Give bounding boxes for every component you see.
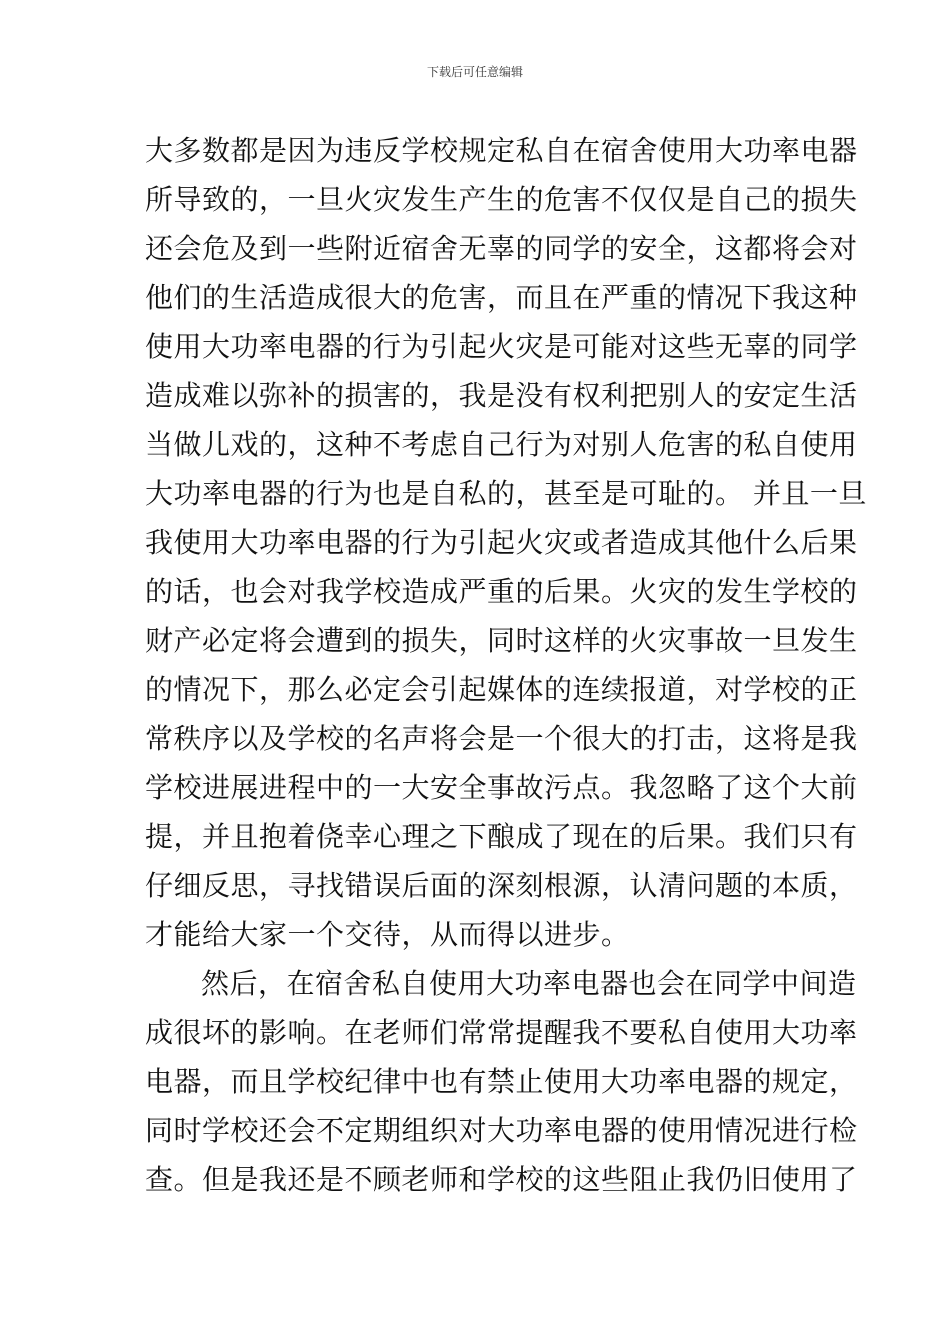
paragraph-start-line: 然后，在宿舍私自使用大功率电器也会在同学中间造 [201, 967, 857, 1000]
text-line: 成很坏的影响。在老师们常常提醒我不要私自使用大功率 [145, 1016, 858, 1049]
document-body [145, 126, 867, 1204]
text-line: 大功率电器的行为也是自私的，甚至是可耻的。 并且一旦 [145, 477, 867, 510]
text-line: 我使用大功率电器的行为引起火灾或者造成其他什么后果 [145, 526, 858, 559]
text-line: 同时学校还会不定期组织对大功率电器的使用情况进行检 [145, 1114, 858, 1147]
text-line: 电器，而且学校纪律中也有禁止使用大功率电器的规定， [145, 1065, 858, 1098]
text-line: 所导致的，一旦火灾发生产生的危害不仅仅是自己的损失 [145, 183, 858, 216]
text-line: 他们的生活造成很大的危害，而且在严重的情况下我这种 [145, 281, 858, 314]
text-line: 提，并且抱着侥幸心理之下酿成了现在的后果。我们只有 [145, 820, 858, 853]
text-line: 仔细反思，寻找错误后面的深刻根源，认清问题的本质， [145, 869, 858, 902]
text-line: 常秩序以及学校的名声将会是一个很大的打击，这将是我 [145, 722, 858, 755]
text-line: 大多数都是因为违反学校规定私自在宿舍使用大功率电器 [145, 134, 858, 167]
page-header-note: 下载后可任意编辑 [426, 65, 523, 79]
text-line: 当做儿戏的，这种不考虑自己行为对别人危害的私自使用 [145, 428, 858, 461]
text-line: 的情况下，那么必定会引起媒体的连续报道，对学校的正 [145, 673, 858, 706]
text-line: 财产必定将会遭到的损失，同时这样的火灾事故一旦发生 [145, 624, 858, 657]
text-line: 的话，也会对我学校造成严重的后果。火灾的发生学校的 [145, 575, 858, 608]
text-line: 学校进展进程中的一大安全事故污点。我忽略了这个大前 [145, 771, 858, 804]
text-line: 查。但是我还是不顾老师和学校的这些阻止我仍旧使用了 [145, 1163, 858, 1196]
text-line: 才能给大家一个交待，从而得以进步。 [145, 918, 630, 951]
text-line: 还会危及到一些附近宿舍无辜的同学的安全，这都将会对 [145, 232, 858, 265]
text-line: 使用大功率电器的行为引起火灾是可能对这些无辜的同学 [145, 330, 858, 363]
text-line: 造成难以弥补的损害的，我是没有权利把别人的安定生活 [145, 379, 858, 412]
